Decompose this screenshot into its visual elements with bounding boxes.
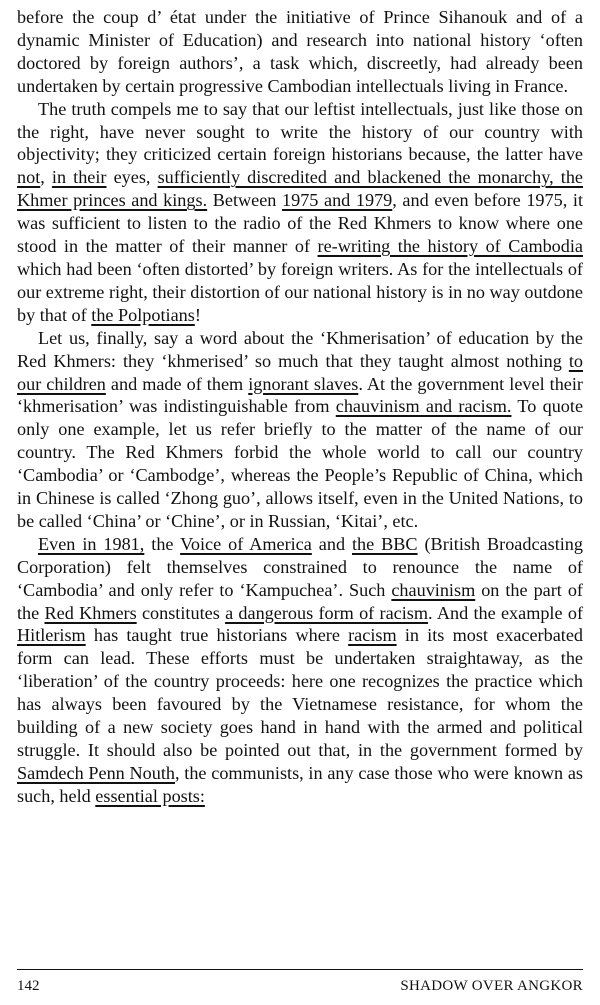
handwritten-underline-text: the BBC	[352, 533, 418, 554]
handwritten-underline-text: Even in 1981,	[38, 533, 145, 554]
text-run: which had been ‘often distorted’ by foreign writers. As for the intellectuals of our extreme right, their distortion of our national history is in no way outdone by that of	[17, 258, 583, 325]
text-run: on the part of the	[17, 579, 583, 623]
text-run: has taught true historians where	[85, 625, 349, 646]
paragraph	[17, 98, 583, 327]
handwritten-underline-text: chauvinism	[391, 579, 476, 600]
text-run: To quote only one example, let us refer briefly to the matter of the name of our country. The Red Khmers forbid the whole world to call our country ‘Cambodia’ or ‘Cambodge’, whereas the People’s Republic of China, which in Chinese is called ‘Zhong guo’, allows itself, even in the United Nations, to be called ‘China’ or ‘Chine’, or in Russian, ‘Kitai’, etc.	[17, 396, 584, 531]
handwritten-underline-text: sufficiently discredited and blackened the monarchy, the Khmer princes and kings.	[17, 167, 583, 211]
text-run: , the communists, in any case those who were known as such, held	[17, 762, 584, 806]
text-run: . At the government level their ‘khmerisation’ was indistinguishable from	[17, 373, 583, 417]
text-run: constitutes	[136, 602, 226, 623]
body-text	[17, 6, 583, 808]
handwritten-underline-text: a dangerous form of racism	[225, 602, 429, 623]
paragraph	[17, 533, 583, 808]
handwritten-underline-text: chauvinism and racism.	[335, 396, 512, 417]
handwritten-underline-text: 1975 and 1979	[282, 190, 393, 211]
text-run: Between	[207, 190, 282, 211]
text-run: before the coup d’ état under the initiative of Prince Sihanouk and of a dynamic Minister of Education) and research into national history ‘often doctored by foreign authors’, a task which, discreetly, had already been undertaken by certain progressive Cambodian intellectuals living in France.	[17, 7, 583, 96]
handwritten-underline-text: racism	[348, 625, 397, 646]
handwritten-underline-text: essential posts:	[95, 785, 205, 806]
handwritten-underline-text: ignorant slaves	[248, 373, 359, 394]
text-run: and	[311, 533, 352, 554]
text-run: the	[144, 533, 181, 554]
text-run: The truth compels me to say that our leftist intellectuals, just like those on the right, have never sought to write the history of our country with objectivity; they criticized certain foreign historians because, the latter have	[17, 98, 583, 165]
page-footer	[17, 976, 583, 996]
handwritten-underline-text: Red Khmers	[44, 602, 137, 623]
text-run: in its most exacerbated form can lead. These efforts must be undertaken straightaway, as the ‘liberation’ of the country proceeds: here one recognizes the practice which has always been favoured by the Vietnamese resistance, for whom the building of a new society goes hand in hand with the armed and political struggle. It should also be pointed out that, in the government formed by	[17, 625, 583, 760]
footer-rule	[17, 969, 583, 970]
handwritten-underline-text: in their	[51, 167, 107, 188]
handwritten-underline-text: the Polpotians	[91, 304, 195, 325]
text-run: (British Broadcasting Corporation) felt themselves constrained to renounce the name of ‘Cambodia’ and only refer to ‘Kampuchea’. Such	[17, 533, 583, 600]
text-run: Let us, finally, say a word about the ‘Khmerisation’ of education by the Red Khmers: they ‘khmerised’ so much that they taught almost nothing	[17, 327, 583, 371]
handwritten-underline-text: Samdech Penn Nouth	[17, 762, 175, 783]
handwritten-underline-text: not	[17, 167, 41, 188]
handwritten-underline-text: to our children	[17, 350, 583, 394]
handwritten-underline-text: Hitlerism	[17, 625, 86, 646]
text-run: ,	[40, 167, 52, 188]
handwritten-underline-text: re-writing the history of Cambodia	[317, 236, 583, 257]
text-run: !	[194, 304, 201, 325]
text-run: , and even before 1975, it was sufficient to listen to the radio of the Red Khmers to know where one stood in the matter of their manner of	[17, 190, 583, 257]
running-title: SHADOW OVER ANGKOR	[400, 978, 583, 994]
paragraph	[17, 6, 583, 98]
text-run: eyes,	[106, 167, 158, 188]
text-run: . And the example of	[428, 602, 583, 623]
paragraph	[17, 327, 583, 533]
text-run: and made of them	[105, 373, 249, 394]
handwritten-underline-text: Voice of America	[180, 533, 312, 554]
page-number: 142	[17, 978, 40, 994]
